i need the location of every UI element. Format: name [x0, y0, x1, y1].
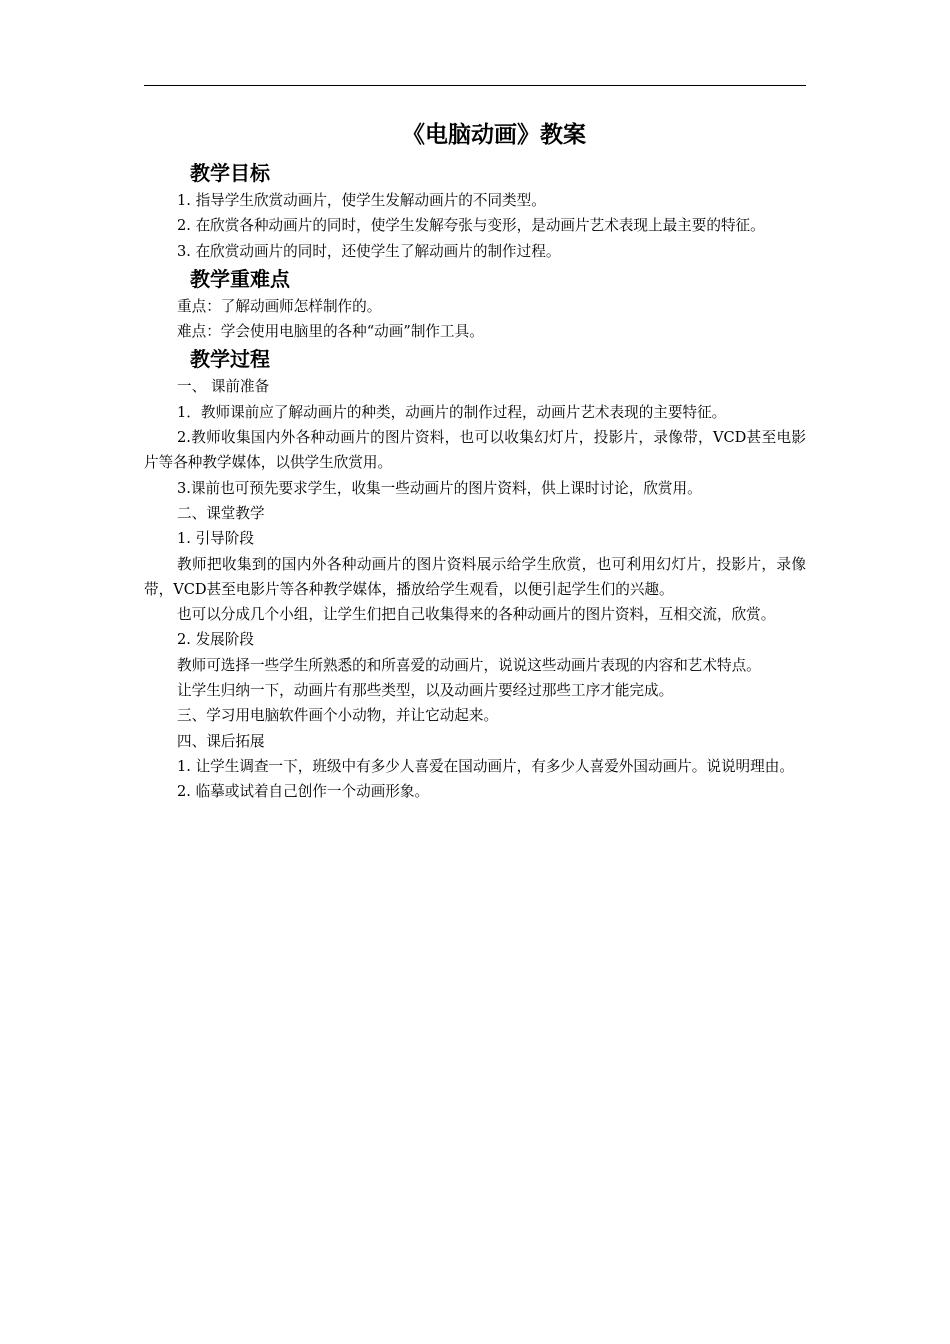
section-heading: 教学目标: [190, 161, 270, 185]
paragraph: 1. 指导学生欣赏动画片，使学生发解动画片的不同类型。: [177, 192, 546, 209]
paragraph: 1．教师课前应了解动画片的种类，动画片的制作过程，动画片艺术表现的主要特征。: [177, 403, 727, 421]
paragraph: 让学生归纳一下，动画片有那些类型，以及动画片要经过那些工序才能完成。: [177, 682, 674, 700]
paragraph: 3. 在欣赏动画片的同时，还使学生了解动画片的制作过程。: [177, 242, 561, 260]
paragraph: 2. 在欣赏各种动画片的同时，使学生发解夸张与变形，是动画片艺术表现上最主要的特征。: [177, 217, 765, 235]
paragraph: 教师把收集到的国内外各种动画片的图片资料展示给学生欣赏，也可利用幻灯片，投影片，录像带，VCD甚至电影片等各种教学媒体，播放给学生观看，以便引起学生们的兴趣。: [144, 555, 806, 598]
paragraph: 3.课前也可预先要求学生，收集一些动画片的图片资料，供上课时讨论，欣赏用。: [177, 479, 702, 497]
header-rule: [144, 85, 806, 86]
paragraph: 1. 引导阶段: [177, 530, 254, 548]
paragraph: 2.教师收集国内外各种动画片的图片资料，也可以收集幻灯片，投影片，录像带，VCD甚至电影片等各种教学媒体，以供学生欣赏用。: [144, 429, 806, 472]
paragraph: 教师可选择一些学生所熟悉的和所喜爱的动画片，说说这些动画片表现的内容和艺术特点。: [177, 656, 761, 674]
paragraph: 重点：了解动画师怎样制作的。: [177, 297, 382, 315]
paragraph: 2. 临摹或试着自己创作一个动画形象。: [177, 783, 430, 801]
section-key-difficult-points: [144, 264, 806, 345]
paragraph: 三、学习用电脑软件画个小动物，并让它动起来。: [177, 707, 499, 725]
document-title: 《电脑动画》教案: [402, 122, 586, 148]
paragraph: 1. 让学生调查一下，班级中有多少人喜爱在国动画片，有多少人喜爱外国动画片。说说明理由。: [177, 757, 794, 775]
paragraph: 也可以分成几个小组，让学生们把自己收集得来的各种动画片的图片资料，互相交流，欣赏。: [177, 606, 776, 624]
section-teaching-process: [144, 344, 806, 804]
paragraph: 四、课后拓展: [177, 732, 265, 750]
paragraph: 2. 发展阶段: [177, 631, 254, 649]
section-heading: 教学过程: [190, 347, 270, 372]
section-heading: 教学重难点: [190, 266, 290, 291]
document-body: [144, 118, 806, 805]
section-teaching-objectives: [144, 158, 806, 264]
paragraph: 一、 课前准备: [177, 378, 270, 396]
paragraph: 难点：学会使用电脑里的各种“动画”制作工具。: [177, 323, 484, 341]
paragraph: 二、课堂教学: [177, 504, 265, 522]
